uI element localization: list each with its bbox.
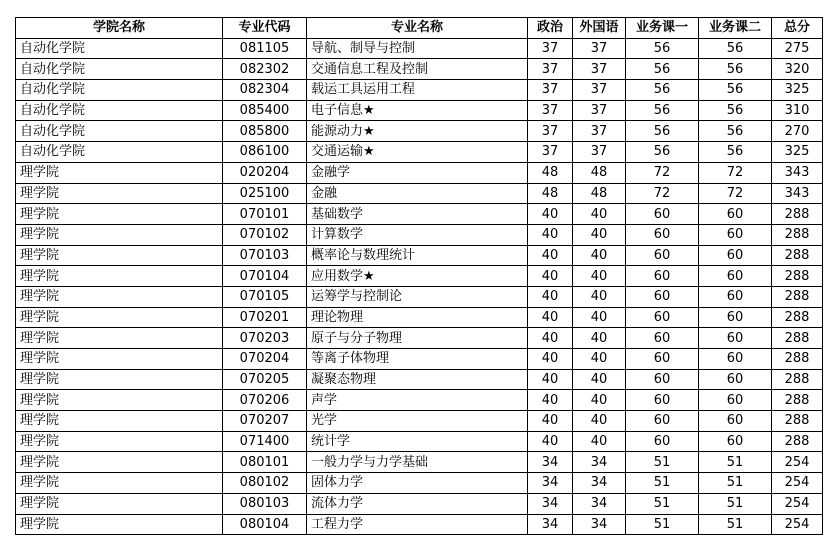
cell-subject-two: 72 <box>699 183 772 204</box>
cell-subject-one: 56 <box>626 100 699 121</box>
cell-politics: 40 <box>528 307 573 328</box>
cell-foreign-language: 34 <box>573 452 626 473</box>
cell-major-code: 070101 <box>223 204 307 225</box>
cell-politics: 34 <box>528 473 573 494</box>
cell-subject-two: 60 <box>699 390 772 411</box>
header-foreign-language: 外国语 <box>573 18 626 39</box>
cell-politics: 40 <box>528 369 573 390</box>
table-row <box>16 514 823 535</box>
cell-major-name: 计算数学 <box>307 224 528 245</box>
cell-politics: 37 <box>528 142 573 163</box>
cell-major-code: 070104 <box>223 266 307 287</box>
cell-subject-two: 60 <box>699 369 772 390</box>
header-subject-two: 业务课二 <box>699 18 772 39</box>
cell-major-code: 082302 <box>223 59 307 80</box>
table-row <box>16 245 823 266</box>
cell-subject-one: 51 <box>626 452 699 473</box>
cell-subject-one: 60 <box>626 411 699 432</box>
cell-foreign-language: 40 <box>573 224 626 245</box>
cell-politics: 40 <box>528 224 573 245</box>
cell-foreign-language: 34 <box>573 514 626 535</box>
cell-major-name: 声学 <box>307 390 528 411</box>
cell-subject-one: 51 <box>626 514 699 535</box>
cell-college: 理学院 <box>16 514 223 535</box>
cell-subject-one: 60 <box>626 369 699 390</box>
header-college: 学院名称 <box>16 18 223 39</box>
cell-total: 254 <box>772 473 823 494</box>
cell-subject-two: 60 <box>699 328 772 349</box>
cell-subject-one: 60 <box>626 266 699 287</box>
cell-major-name: 基础数学 <box>307 204 528 225</box>
cell-foreign-language: 40 <box>573 349 626 370</box>
cell-subject-two: 56 <box>699 121 772 142</box>
table-row <box>16 452 823 473</box>
cell-total: 275 <box>772 38 823 59</box>
cell-subject-two: 51 <box>699 514 772 535</box>
cell-major-name: 流体力学 <box>307 493 528 514</box>
table-row <box>16 266 823 287</box>
table-row <box>16 411 823 432</box>
cell-total: 270 <box>772 121 823 142</box>
table-row <box>16 100 823 121</box>
cell-college: 理学院 <box>16 224 223 245</box>
cell-major-code: 070102 <box>223 224 307 245</box>
cell-subject-two: 60 <box>699 286 772 307</box>
cell-subject-one: 60 <box>626 307 699 328</box>
cell-foreign-language: 40 <box>573 245 626 266</box>
cell-major-code: 070207 <box>223 411 307 432</box>
cell-major-name: 运筹学与控制论 <box>307 286 528 307</box>
cell-major-name: 统计学 <box>307 431 528 452</box>
cell-major-name: 载运工具运用工程 <box>307 80 528 101</box>
cell-subject-two: 60 <box>699 431 772 452</box>
cell-subject-one: 56 <box>626 59 699 80</box>
cell-major-code: 070204 <box>223 349 307 370</box>
cell-subject-one: 56 <box>626 38 699 59</box>
cell-total: 288 <box>772 390 823 411</box>
cell-subject-one: 60 <box>626 431 699 452</box>
table-row <box>16 204 823 225</box>
cell-college: 理学院 <box>16 183 223 204</box>
cell-college: 理学院 <box>16 307 223 328</box>
cell-foreign-language: 40 <box>573 411 626 432</box>
cell-major-code: 080104 <box>223 514 307 535</box>
table-row <box>16 390 823 411</box>
cell-subject-two: 60 <box>699 224 772 245</box>
cell-college: 理学院 <box>16 452 223 473</box>
cell-major-name: 理论物理 <box>307 307 528 328</box>
table-row <box>16 162 823 183</box>
table-row <box>16 307 823 328</box>
cell-subject-two: 51 <box>699 473 772 494</box>
cell-total: 288 <box>772 349 823 370</box>
cell-foreign-language: 37 <box>573 38 626 59</box>
cell-major-name: 能源动力★ <box>307 121 528 142</box>
cell-subject-one: 60 <box>626 390 699 411</box>
cell-college: 理学院 <box>16 390 223 411</box>
cell-foreign-language: 37 <box>573 100 626 121</box>
cell-college: 自动化学院 <box>16 59 223 80</box>
cell-politics: 40 <box>528 266 573 287</box>
cell-politics: 40 <box>528 204 573 225</box>
cell-major-name: 交通运输★ <box>307 142 528 163</box>
cell-subject-one: 60 <box>626 204 699 225</box>
cell-subject-one: 60 <box>626 286 699 307</box>
cell-foreign-language: 40 <box>573 204 626 225</box>
score-table <box>15 17 823 535</box>
table-row <box>16 369 823 390</box>
cell-major-code: 070105 <box>223 286 307 307</box>
cell-politics: 37 <box>528 59 573 80</box>
cell-subject-two: 72 <box>699 162 772 183</box>
cell-subject-one: 51 <box>626 473 699 494</box>
cell-subject-one: 72 <box>626 183 699 204</box>
cell-total: 288 <box>772 204 823 225</box>
cell-major-name: 工程力学 <box>307 514 528 535</box>
cell-subject-two: 60 <box>699 204 772 225</box>
header-subject-one: 业务课一 <box>626 18 699 39</box>
cell-foreign-language: 37 <box>573 59 626 80</box>
cell-foreign-language: 37 <box>573 80 626 101</box>
cell-total: 343 <box>772 183 823 204</box>
cell-major-name: 导航、制导与控制 <box>307 38 528 59</box>
table-row <box>16 38 823 59</box>
table-row <box>16 431 823 452</box>
cell-total: 325 <box>772 80 823 101</box>
cell-foreign-language: 40 <box>573 390 626 411</box>
cell-politics: 40 <box>528 411 573 432</box>
cell-college: 理学院 <box>16 493 223 514</box>
cell-major-name: 金融学 <box>307 162 528 183</box>
cell-total: 288 <box>772 245 823 266</box>
cell-major-code: 082304 <box>223 80 307 101</box>
table-row <box>16 493 823 514</box>
cell-college: 自动化学院 <box>16 38 223 59</box>
cell-college: 理学院 <box>16 162 223 183</box>
cell-college: 自动化学院 <box>16 121 223 142</box>
cell-major-code: 071400 <box>223 431 307 452</box>
cell-major-code: 070206 <box>223 390 307 411</box>
cell-total: 288 <box>772 431 823 452</box>
cell-foreign-language: 48 <box>573 162 626 183</box>
cell-subject-one: 60 <box>626 245 699 266</box>
table-header <box>16 18 823 39</box>
cell-subject-one: 72 <box>626 162 699 183</box>
table-row <box>16 224 823 245</box>
cell-major-code: 086100 <box>223 142 307 163</box>
table-row <box>16 349 823 370</box>
cell-college: 自动化学院 <box>16 100 223 121</box>
cell-major-name: 光学 <box>307 411 528 432</box>
cell-foreign-language: 40 <box>573 328 626 349</box>
cell-subject-one: 56 <box>626 80 699 101</box>
cell-subject-two: 51 <box>699 452 772 473</box>
cell-foreign-language: 40 <box>573 266 626 287</box>
cell-major-code: 070205 <box>223 369 307 390</box>
cell-major-code: 085800 <box>223 121 307 142</box>
cell-major-name: 凝聚态物理 <box>307 369 528 390</box>
cell-subject-two: 56 <box>699 100 772 121</box>
table-row <box>16 142 823 163</box>
cell-politics: 34 <box>528 514 573 535</box>
cell-total: 288 <box>772 411 823 432</box>
cell-major-name: 等离子体物理 <box>307 349 528 370</box>
cell-foreign-language: 40 <box>573 307 626 328</box>
cell-politics: 40 <box>528 390 573 411</box>
cell-foreign-language: 34 <box>573 493 626 514</box>
cell-total: 254 <box>772 452 823 473</box>
cell-politics: 40 <box>528 431 573 452</box>
cell-total: 325 <box>772 142 823 163</box>
header-major-code: 专业代码 <box>223 18 307 39</box>
table-row <box>16 328 823 349</box>
table-row <box>16 183 823 204</box>
cell-major-name: 概率论与数理统计 <box>307 245 528 266</box>
cell-politics: 40 <box>528 349 573 370</box>
cell-college: 理学院 <box>16 286 223 307</box>
table-row <box>16 121 823 142</box>
cell-total: 254 <box>772 493 823 514</box>
cell-foreign-language: 34 <box>573 473 626 494</box>
cell-college: 理学院 <box>16 266 223 287</box>
cell-major-name: 应用数学★ <box>307 266 528 287</box>
cell-politics: 40 <box>528 245 573 266</box>
cell-subject-two: 51 <box>699 493 772 514</box>
table-row <box>16 286 823 307</box>
cell-college: 理学院 <box>16 328 223 349</box>
cell-major-code: 080102 <box>223 473 307 494</box>
cell-total: 288 <box>772 224 823 245</box>
cell-total: 288 <box>772 266 823 287</box>
cell-college: 理学院 <box>16 431 223 452</box>
cell-subject-two: 60 <box>699 307 772 328</box>
header-row <box>16 18 823 39</box>
cell-total: 288 <box>772 286 823 307</box>
cell-foreign-language: 37 <box>573 121 626 142</box>
cell-college: 理学院 <box>16 473 223 494</box>
cell-total: 310 <box>772 100 823 121</box>
cell-major-code: 080103 <box>223 493 307 514</box>
table-body <box>16 38 823 535</box>
cell-politics: 48 <box>528 162 573 183</box>
cell-total: 288 <box>772 307 823 328</box>
cell-foreign-language: 40 <box>573 431 626 452</box>
cell-major-name: 交通信息工程及控制 <box>307 59 528 80</box>
cell-foreign-language: 37 <box>573 142 626 163</box>
cell-major-name: 原子与分子物理 <box>307 328 528 349</box>
header-total: 总分 <box>772 18 823 39</box>
cell-major-code: 080101 <box>223 452 307 473</box>
cell-subject-two: 56 <box>699 59 772 80</box>
cell-major-name: 电子信息★ <box>307 100 528 121</box>
cell-major-code: 070203 <box>223 328 307 349</box>
cell-major-code: 025100 <box>223 183 307 204</box>
cell-subject-one: 56 <box>626 142 699 163</box>
cell-subject-two: 60 <box>699 411 772 432</box>
cell-major-code: 020204 <box>223 162 307 183</box>
cell-total: 343 <box>772 162 823 183</box>
cell-subject-one: 60 <box>626 349 699 370</box>
cell-college: 理学院 <box>16 204 223 225</box>
cell-major-name: 一般力学与力学基础 <box>307 452 528 473</box>
cell-college: 自动化学院 <box>16 80 223 101</box>
cell-major-code: 070201 <box>223 307 307 328</box>
header-major-name: 专业名称 <box>307 18 528 39</box>
cell-total: 288 <box>772 369 823 390</box>
cell-politics: 37 <box>528 38 573 59</box>
cell-major-code: 070103 <box>223 245 307 266</box>
cell-total: 288 <box>772 328 823 349</box>
cell-subject-two: 60 <box>699 245 772 266</box>
table-row <box>16 473 823 494</box>
cell-college: 自动化学院 <box>16 142 223 163</box>
cell-total: 320 <box>772 59 823 80</box>
cell-major-name: 金融 <box>307 183 528 204</box>
cell-foreign-language: 40 <box>573 369 626 390</box>
cell-subject-two: 60 <box>699 349 772 370</box>
cell-major-code: 081105 <box>223 38 307 59</box>
cell-politics: 40 <box>528 286 573 307</box>
cell-foreign-language: 40 <box>573 286 626 307</box>
cell-subject-one: 60 <box>626 224 699 245</box>
cell-subject-two: 60 <box>699 266 772 287</box>
cell-major-name: 固体力学 <box>307 473 528 494</box>
cell-total: 254 <box>772 514 823 535</box>
cell-college: 理学院 <box>16 245 223 266</box>
cell-politics: 34 <box>528 493 573 514</box>
header-politics: 政治 <box>528 18 573 39</box>
cell-college: 理学院 <box>16 411 223 432</box>
cell-subject-one: 51 <box>626 493 699 514</box>
cell-subject-two: 56 <box>699 80 772 101</box>
cell-politics: 37 <box>528 121 573 142</box>
cell-politics: 37 <box>528 80 573 101</box>
cell-politics: 40 <box>528 328 573 349</box>
cell-subject-two: 56 <box>699 38 772 59</box>
cell-subject-one: 56 <box>626 121 699 142</box>
cell-major-code: 085400 <box>223 100 307 121</box>
table-row <box>16 59 823 80</box>
cell-politics: 48 <box>528 183 573 204</box>
cell-subject-two: 56 <box>699 142 772 163</box>
cell-college: 理学院 <box>16 349 223 370</box>
cell-subject-one: 60 <box>626 328 699 349</box>
cell-foreign-language: 48 <box>573 183 626 204</box>
table-row <box>16 80 823 101</box>
cell-politics: 34 <box>528 452 573 473</box>
cell-college: 理学院 <box>16 369 223 390</box>
cell-politics: 37 <box>528 100 573 121</box>
